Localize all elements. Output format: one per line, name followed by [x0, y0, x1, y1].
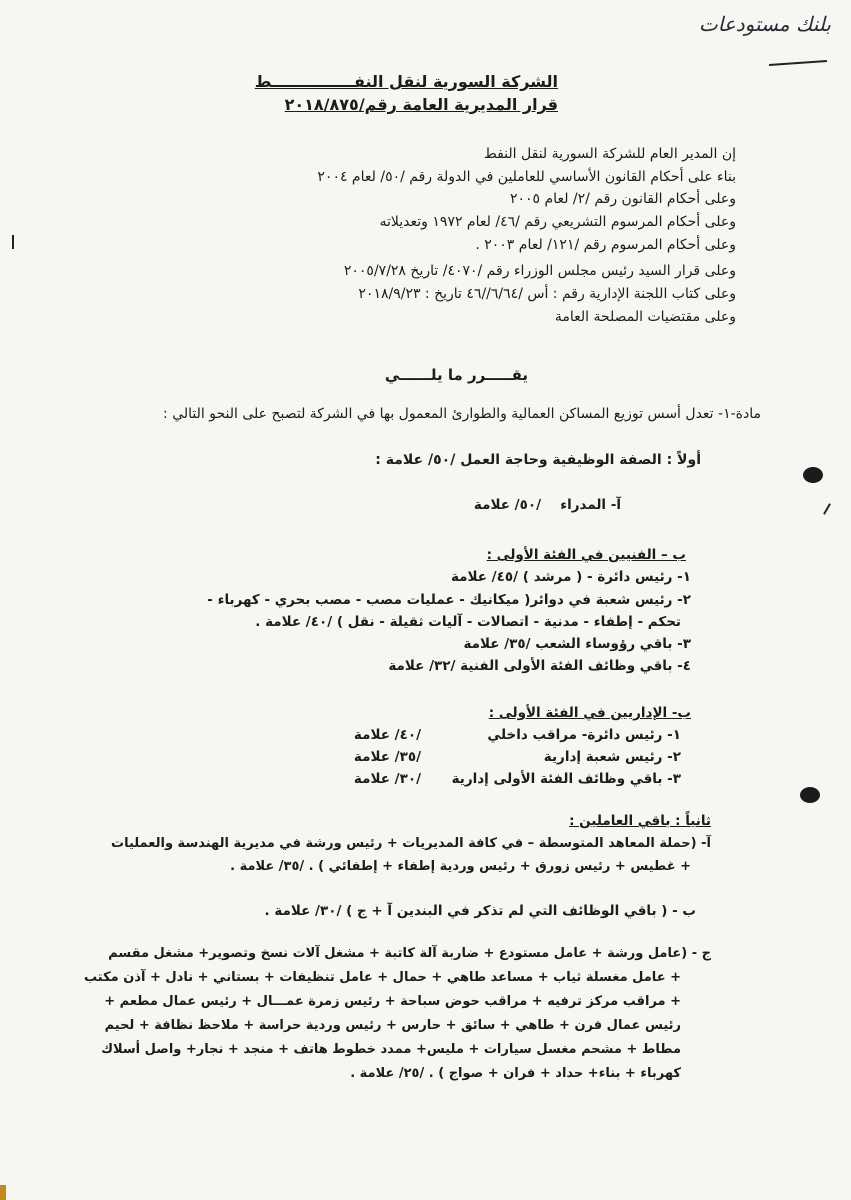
- second-c-line: رئيس عمال فرن + طاهي + سائق + حارس + رئيس وردية حراسة + ملاحظ نظافة + لحيم: [104, 1018, 681, 1033]
- tech-line: تحكم - إطفاء - مدنية - اتصالات - آليات ثقيلة - نقل ) /٤٠/ علامة .: [255, 614, 681, 630]
- admin-line-points: /٣٥/ علامة: [353, 749, 421, 765]
- decides-heading: يقـــــرر ما يلــــــي: [384, 366, 528, 384]
- pen-stroke: [769, 60, 827, 66]
- tech-line: ٢- رئيس شعبة في دوائر( ميكانيك - عمليات مصب - مصب بحري - كهرباء -: [207, 592, 691, 608]
- tech-line: ٤- باقي وظائف الفئة الأولى الفنية /٣٢/ علامة: [388, 658, 691, 674]
- preamble-line: وعلى قرار السيد رئيس مجلس الوزراء رقم /٤٠٧٠/ تاريخ ٢٠٠٥/٧/٢٨: [343, 263, 736, 279]
- managers-label: آ- المدراء: [560, 497, 621, 513]
- preamble-line: إن المدير العام للشركة السورية لنقل النفط: [483, 146, 736, 162]
- admin-line-points: /٤٠/ علامة: [353, 727, 421, 743]
- second-b-line: ب - ( باقي الوظائف التي لم تذكر في البندين آ + ج ) /٣٠/ علامة .: [264, 903, 696, 919]
- handwritten-note: بلنك مستودعات: [698, 12, 831, 36]
- tech-heading: ب – الفنيين في الفئة الأولى :: [486, 547, 686, 563]
- second-c-line: ج - (عامل ورشة + عامل مستودع + ضاربة آلة كاتبة + مشغل آلات نسخ وتصوير+ مشغل مقسم: [108, 946, 711, 961]
- decision-number: قرار المديرية العامة رقم/٢٠١٨/٨٧٥: [284, 95, 558, 114]
- margin-mark: [12, 235, 14, 249]
- section-second-heading: ثانياً : باقي العاملين :: [569, 813, 711, 829]
- company-name: الشركة السورية لنقل النفـــــــــــــــط: [254, 72, 558, 91]
- admin-line-label: ١- رئيس دائرة- مراقب داخلي: [487, 727, 681, 743]
- preamble-line: بناء على أحكام القانون الأساسي للعاملين في الدولة رقم /٥٠/ لعام ٢٠٠٤: [317, 169, 736, 185]
- section-first-heading: أولاً : الصفة الوظيفية وحاجة العمل /٥٠/ علامة :: [375, 452, 701, 468]
- second-a-line: + غطيس + رئيس زورق + رئيس وردية إطفاء + إطفائي ) . /٣٥/ علامة .: [230, 859, 691, 874]
- second-a-line: آ- (حملة المعاهد المتوسطة – في كافة المديريات + رئيس ورشة في مديرية الهندسة والعمليات: [111, 836, 711, 851]
- second-c-line: كهرباء + بناء+ حداد + فران + صواج ) . /٢٥/ علامة .: [350, 1066, 681, 1081]
- second-c-line: مطاط + مشحم مغسل سيارات + مليس+ ممدد خطوط هاتف + منجد + نجار+ واصل أسلاك: [101, 1042, 681, 1057]
- preamble-line: وعلى كتاب اللجنة الإدارية رقم : أ‌س /٦/٦٤//٤٦ تاريخ : ٢٠١٨/٩/٢٣: [358, 286, 736, 302]
- managers-points: /٥٠/ علامة: [473, 497, 541, 513]
- tech-line: ١- رئيس دائرة - ( مرشد ) /٤٥/ علامة: [450, 569, 691, 585]
- margin-mark: [823, 503, 831, 514]
- preamble-line: وعلى مقتضيات المصلحة العامة: [554, 309, 736, 325]
- punch-hole: [800, 787, 820, 803]
- admin-line-points: /٣٠/ علامة: [353, 771, 421, 787]
- preamble-line: وعلى أحكام القانون رقم /٢/ لعام ٢٠٠٥: [509, 191, 736, 207]
- second-c-line: + عامل مغسلة ثياب + مساعد طاهي + حمال + عامل تنظيفات + بستاني + نادل + آذن مكتب: [84, 970, 681, 985]
- edge-mark: [0, 1185, 6, 1200]
- admin-line-label: ٢- رئيس شعبة إدارية: [543, 749, 681, 765]
- second-c-line: + مراقب مركز ترفيه + مراقب حوض سباحة + رئيس زمرة عمـــال + رئيس عمال مطعم +: [104, 994, 681, 1009]
- preamble-line: وعلى أحكام المرسوم التشريعي رقم /٤٦/ لعام ١٩٧٢ وتعديلاته: [379, 214, 736, 230]
- article-1: مادة-١- تعدل أسس توزيع المساكن العمالية والطوارئ المعمول بها في الشركة لتصبح على النحو التالي :: [163, 406, 761, 422]
- admin-heading: ب- الإداريين في الفئة الأولى :: [488, 705, 691, 721]
- tech-line: ٣- باقي رؤوساء الشعب /٣٥/ علامة: [463, 636, 691, 652]
- preamble-line: وعلى أحكام المرسوم رقم /١٢١/ لعام ٢٠٠٣ .: [475, 237, 736, 253]
- admin-line-label: ٣- باقي وظائف الفئة الأولى إدارية: [451, 771, 681, 787]
- punch-hole: [803, 467, 823, 483]
